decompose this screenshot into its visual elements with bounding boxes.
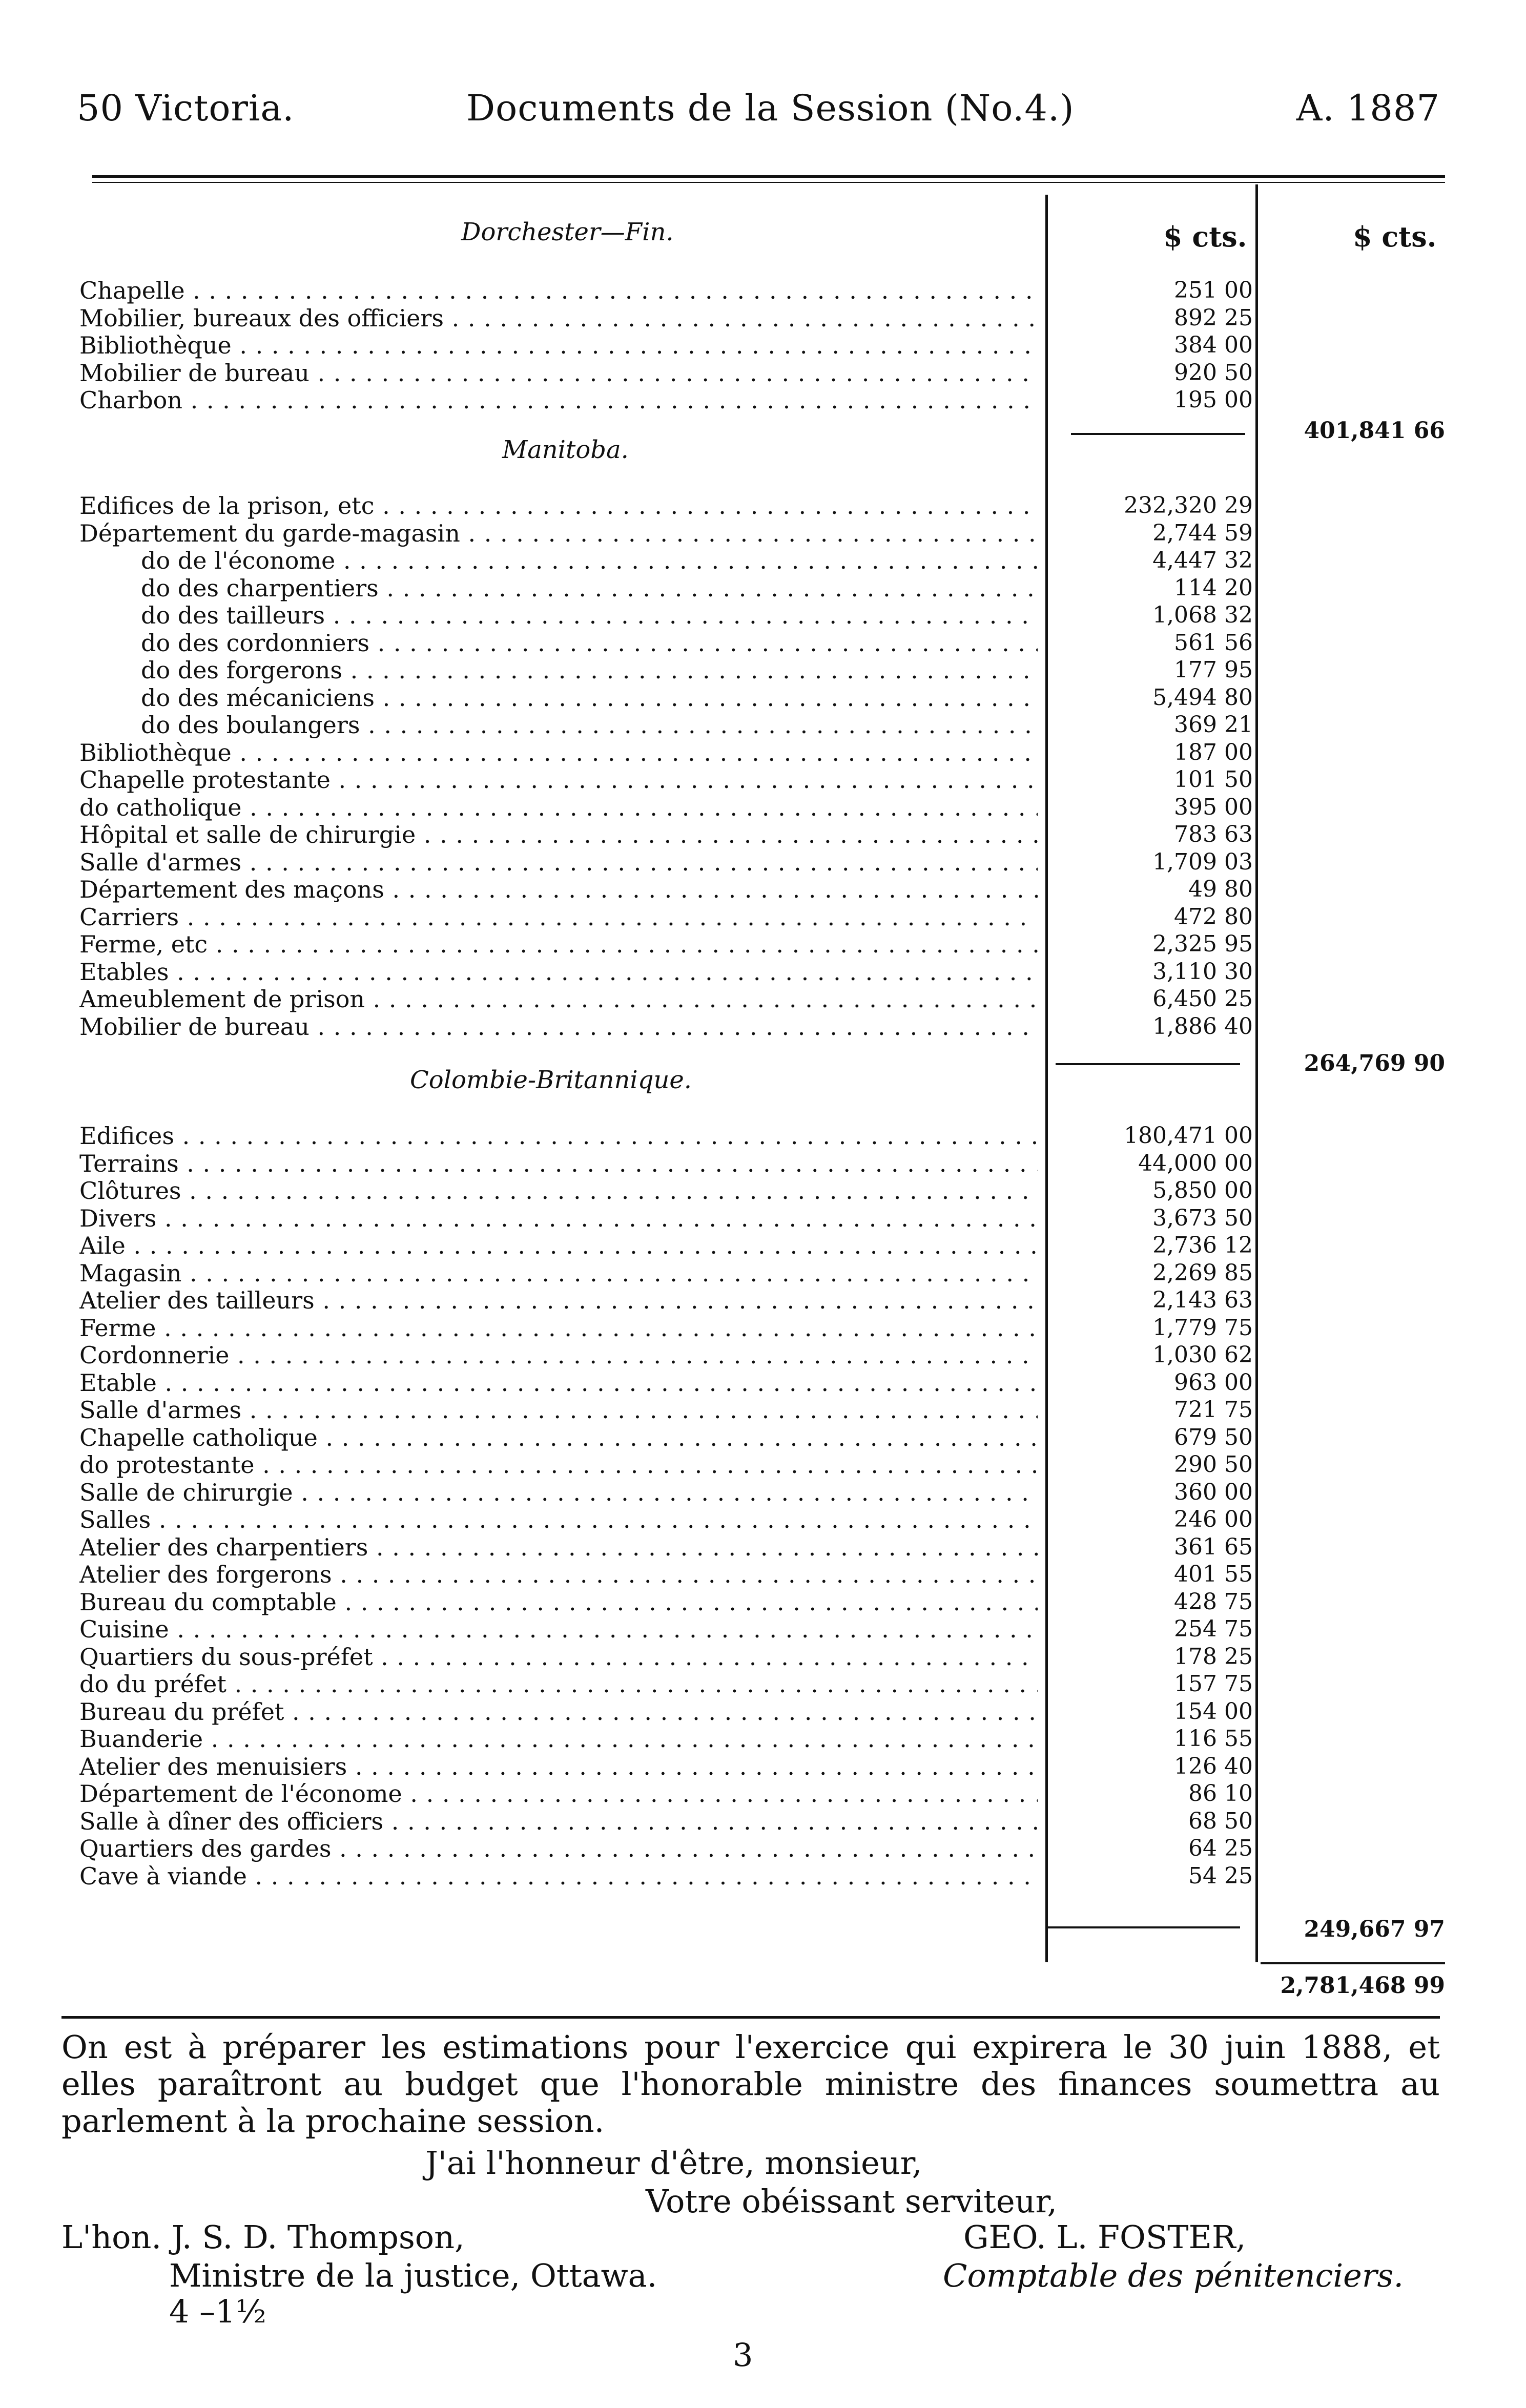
row-label: Quartiers des gardes . . .: [79, 1835, 1038, 1862]
table-row: [79, 876, 1253, 903]
row-amount: 5,850 00: [1152, 1177, 1253, 1203]
row-label: Cave à viande . . .: [79, 1862, 1038, 1890]
row-label: Cuisine . . .: [79, 1615, 1038, 1643]
row-amount: 68 50: [1188, 1808, 1253, 1834]
table-row: [79, 1423, 1253, 1451]
header-rule-thin: [92, 182, 1445, 183]
section-title-dorchester: Dorchester—Fin.: [461, 218, 674, 246]
row-amount: 1,068 32: [1152, 602, 1253, 628]
row-label: do de l'économe . . .: [79, 547, 1038, 574]
row-label: Etable . . .: [79, 1369, 1038, 1397]
row-label: Département du garde-magasin . . .: [79, 520, 1038, 547]
row-label: do du préfet . . .: [79, 1670, 1038, 1698]
table-row: [79, 1533, 1253, 1561]
row-amount: 180,471 00: [1124, 1123, 1253, 1149]
table-row: [79, 331, 1253, 359]
table-row: [79, 738, 1253, 766]
grand-total-rule: [1261, 1962, 1445, 1964]
table-row: [79, 1752, 1253, 1780]
table-row: [79, 277, 1253, 304]
table-row: [79, 519, 1253, 547]
table-row: [79, 985, 1253, 1013]
table-row: [79, 930, 1253, 958]
row-label: Carriers . . .: [79, 903, 1038, 931]
table-row: [79, 1725, 1253, 1753]
table-row: [79, 574, 1253, 602]
row-label: Département des maçons . . .: [79, 876, 1038, 903]
row-amount: 2,744 59: [1152, 520, 1253, 546]
table-row: [79, 793, 1253, 821]
row-label: Chapelle protestante . . .: [79, 766, 1038, 794]
row-amount: 246 00: [1174, 1506, 1253, 1532]
row-amount: 920 50: [1174, 359, 1253, 386]
row-label: Edifices . . .: [79, 1122, 1038, 1150]
row-label: Atelier des tailleurs . . .: [79, 1286, 1038, 1314]
row-label: Salle de chirurgie . . .: [79, 1479, 1038, 1506]
row-label: Bibliothèque . . .: [79, 331, 1038, 359]
table-row: [79, 492, 1253, 520]
subtotal-rule-manitoba: [1056, 1063, 1240, 1065]
row-label: Ameublement de prison . . .: [79, 985, 1038, 1013]
section-total-dorchester: 401,841 66: [1304, 418, 1445, 444]
table-row: [79, 601, 1253, 629]
table-row: [79, 1341, 1253, 1369]
row-amount: 2,325 95: [1152, 931, 1253, 957]
table-row: [79, 1478, 1253, 1506]
row-label: do des tailleurs . . .: [79, 601, 1038, 629]
table-row: [79, 629, 1253, 657]
table-row: [79, 1451, 1253, 1479]
row-amount: 187 00: [1174, 739, 1253, 765]
row-amount: 401 55: [1174, 1561, 1253, 1587]
table-row: [79, 1780, 1253, 1808]
row-label: Edifices de la prison, etc . . .: [79, 492, 1038, 520]
row-label: Salle d'armes . . .: [79, 848, 1038, 876]
row-label: Salle d'armes . . .: [79, 1396, 1038, 1424]
row-amount: 6,450 25: [1152, 986, 1253, 1012]
section-total-colombie: 249,667 97: [1304, 1916, 1445, 1942]
row-label: Divers . . .: [79, 1205, 1038, 1232]
subtotal-rule-colombie: [1045, 1926, 1240, 1928]
row-amount: 3,673 50: [1152, 1205, 1253, 1231]
row-label: Quartiers du sous-préfet . . .: [79, 1643, 1038, 1671]
table-row: [79, 1122, 1253, 1150]
row-amount: 44,000 00: [1138, 1150, 1253, 1176]
letter-paragraph: On est à préparer les estimations pour l'exercice qui expirera le 30 juin 1888, et elles paraîtront au budget que l'honorable ministre des finances soumettra au parlement à la prochaine session.: [61, 2028, 1440, 2140]
table-row: [79, 766, 1253, 794]
row-label: Charbon . . .: [79, 386, 1038, 414]
row-amount: 251 00: [1174, 277, 1253, 303]
row-amount: 783 63: [1174, 821, 1253, 847]
table-row: [79, 1588, 1253, 1616]
table-row: [79, 386, 1253, 414]
row-label: Atelier des charpentiers . . .: [79, 1533, 1038, 1561]
row-amount: 395 00: [1174, 794, 1253, 820]
letter-closing: J'ai l'honneur d'être, monsieur,: [425, 2144, 922, 2182]
row-amount: 963 00: [1174, 1369, 1253, 1396]
row-label: Bibliothèque . . .: [79, 739, 1038, 766]
table-row: [79, 1012, 1253, 1041]
row-amount: 3,110 30: [1152, 958, 1253, 985]
row-label: do catholique . . .: [79, 794, 1038, 821]
row-amount: 126 40: [1174, 1753, 1253, 1779]
total-column-header: $ cts.: [1353, 220, 1437, 253]
row-label: Ferme, etc . . .: [79, 930, 1038, 958]
row-label: Cordonnerie . . .: [79, 1341, 1038, 1369]
row-amount: 178 25: [1174, 1643, 1253, 1670]
row-label: do des boulangers . . .: [79, 711, 1038, 739]
row-label: Hôpital et salle de chirurgie . . .: [79, 821, 1038, 848]
row-amount: 5,494 80: [1152, 684, 1253, 711]
header-title: Documents de la Session (No.4.): [466, 87, 1075, 129]
row-amount: 4,447 32: [1152, 547, 1253, 573]
row-amount: 54 25: [1188, 1862, 1253, 1889]
addressee-title: Ministre de la justice, Ottawa.: [169, 2257, 657, 2294]
table-row: [79, 656, 1253, 684]
row-amount: 290 50: [1174, 1451, 1253, 1478]
table-row: [79, 903, 1253, 931]
row-label: Aile . . .: [79, 1232, 1038, 1259]
table-row: [79, 1232, 1253, 1259]
table-row: [79, 1149, 1253, 1177]
row-label: Bureau du préfet . . .: [79, 1698, 1038, 1726]
letter-servant: Votre obéissant serviteur,: [646, 2183, 1058, 2220]
row-amount: 49 80: [1188, 876, 1253, 902]
table-row: [79, 1697, 1253, 1726]
row-amount: 679 50: [1174, 1424, 1253, 1450]
table-row: [79, 1835, 1253, 1862]
row-amount: 472 80: [1174, 903, 1253, 930]
row-amount: 1,030 62: [1152, 1342, 1253, 1368]
row-amount: 64 25: [1188, 1835, 1253, 1861]
table-row: [79, 304, 1253, 332]
row-amount: 561 56: [1174, 629, 1253, 656]
row-amount: 86 10: [1188, 1780, 1253, 1807]
row-label: Magasin . . .: [79, 1259, 1038, 1287]
table-row: [79, 1286, 1253, 1314]
signer-name: GEO. L. FOSTER,: [963, 2218, 1246, 2256]
table-row: [79, 711, 1253, 739]
row-label: do des cordonniers . . .: [79, 629, 1038, 657]
table-row: [79, 848, 1253, 876]
reference-code: 4 –1½: [169, 2293, 266, 2330]
row-label: Terrains . . .: [79, 1150, 1038, 1177]
row-amount: 195 00: [1174, 387, 1253, 413]
row-amount: 721 75: [1174, 1397, 1253, 1423]
row-label: do des charpentiers . . .: [79, 574, 1038, 602]
table-row: [79, 1396, 1253, 1424]
row-label: Chapelle catholique . . .: [79, 1424, 1038, 1451]
row-label: Mobilier de bureau . . .: [79, 359, 1038, 387]
table-row: [79, 1615, 1253, 1643]
row-label: Clôtures . . .: [79, 1177, 1038, 1205]
row-amount: 1,709 03: [1152, 848, 1253, 875]
header-rule: [92, 175, 1445, 178]
table-row: [79, 1204, 1253, 1232]
row-label: Etables . . .: [79, 958, 1038, 986]
table-row: [79, 1807, 1253, 1835]
row-label: Ferme . . .: [79, 1314, 1038, 1342]
page-header: [77, 87, 1440, 138]
row-amount: 369 21: [1174, 712, 1253, 738]
row-amount: 114 20: [1174, 574, 1253, 601]
row-amount: 177 95: [1174, 657, 1253, 683]
table-row: [79, 1506, 1253, 1533]
row-amount: 360 00: [1174, 1479, 1253, 1505]
row-label: Bureau du comptable . . .: [79, 1588, 1038, 1616]
amount-column-header: $ cts.: [1163, 220, 1247, 253]
total-column-separator: [1255, 184, 1258, 1962]
row-amount: 116 55: [1174, 1726, 1253, 1752]
table-row: [79, 1561, 1253, 1588]
row-label: Département de l'économe . . .: [79, 1780, 1038, 1808]
table-row: [79, 958, 1253, 986]
row-amount: 101 50: [1174, 766, 1253, 793]
signer-title: Comptable des pénitenciers.: [943, 2257, 1404, 2294]
table-bottom-rule: [61, 2016, 1440, 2019]
addressee-name: L'hon. J. S. D. Thompson,: [61, 2218, 465, 2256]
row-amount: 1,779 75: [1152, 1314, 1253, 1341]
row-amount: 2,736 12: [1152, 1232, 1253, 1258]
table-row: [79, 547, 1253, 574]
row-amount: 254 75: [1174, 1616, 1253, 1642]
table-row: [79, 1862, 1253, 1890]
row-label: Atelier des menuisiers . . .: [79, 1753, 1038, 1780]
row-label: Salles . . .: [79, 1506, 1038, 1533]
header-session: 50 Victoria.: [77, 87, 295, 129]
section-total-manitoba: 264,769 90: [1304, 1050, 1445, 1076]
row-label: do des mécaniciens . . .: [79, 684, 1038, 712]
row-label: Buanderie . . .: [79, 1725, 1038, 1753]
row-label: Mobilier, bureaux des officiers . . .: [79, 304, 1038, 332]
table-row: [79, 1177, 1253, 1205]
row-label: Atelier des forgerons . . .: [79, 1561, 1038, 1588]
row-amount: 2,143 63: [1152, 1287, 1253, 1313]
table-row: [79, 1670, 1253, 1698]
row-label: do protestante . . .: [79, 1451, 1038, 1479]
row-amount: 157 75: [1174, 1671, 1253, 1697]
subtotal-rule-dorchester: [1071, 433, 1245, 435]
row-label: Mobilier de bureau . . .: [79, 1013, 1038, 1041]
row-label: do des forgerons . . .: [79, 656, 1038, 684]
table-row: [79, 683, 1253, 712]
row-amount: 154 00: [1174, 1698, 1253, 1725]
table-row: [79, 821, 1253, 848]
table-row: [79, 1368, 1253, 1397]
row-amount: 892 25: [1174, 304, 1253, 331]
section-title-colombie-britannique: Colombie-Britannique.: [410, 1066, 692, 1094]
row-amount: 1,886 40: [1152, 1013, 1253, 1040]
row-label: Salle à dîner des officiers . . .: [79, 1808, 1038, 1835]
grand-total: 2,781,468 99: [1280, 1973, 1445, 1999]
table-row: [79, 1643, 1253, 1671]
row-label: Chapelle . . .: [79, 277, 1038, 304]
row-amount: 384 00: [1174, 332, 1253, 358]
row-amount: 232,320 29: [1124, 492, 1253, 518]
row-amount: 2,269 85: [1152, 1259, 1253, 1286]
table-row: [79, 1259, 1253, 1287]
header-year: A. 1887: [1296, 87, 1440, 129]
section-title-manitoba: Manitoba.: [502, 435, 629, 464]
table-row: [79, 1314, 1253, 1342]
row-amount: 361 65: [1174, 1533, 1253, 1560]
row-amount: 428 75: [1174, 1588, 1253, 1615]
table-row: [79, 359, 1253, 387]
page-number: 3: [733, 2336, 753, 2374]
